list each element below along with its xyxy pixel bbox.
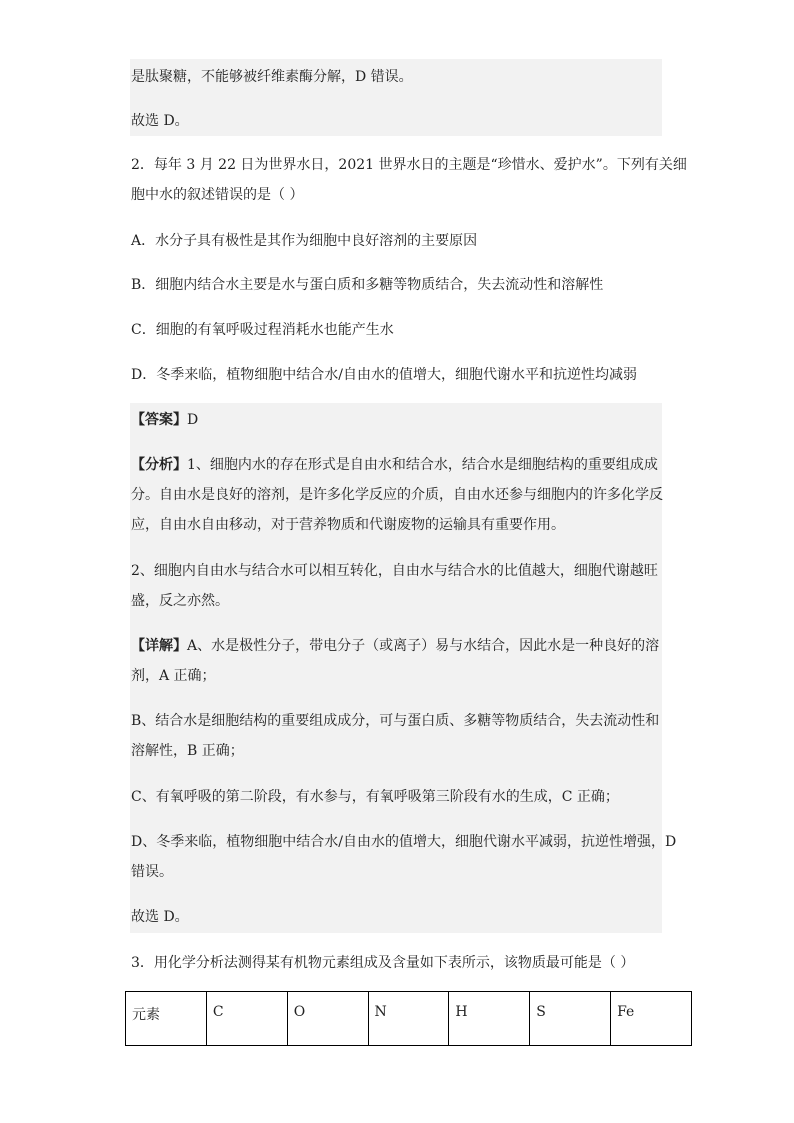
detail-text: A、水是极性分子，带电分子（或离子）易与水结合，因此水是一种良好的溶 <box>187 638 660 654</box>
q2-detail-d-line2: 错误。 <box>131 864 173 880</box>
element-table <box>125 991 692 1046</box>
table-cell: O <box>287 992 368 1046</box>
table-cell: 元素 <box>126 992 207 1046</box>
table-cell: N <box>368 992 449 1046</box>
q2-detail-d-line1: D、冬季来临，植物细胞中结合水/自由水的值增大，细胞代谢水平减弱，抗逆性增强，D <box>131 834 677 850</box>
table-cell: C <box>206 992 287 1046</box>
q2-analysis-p2-line2: 盛，反之亦然。 <box>131 593 229 609</box>
q2-stem-line1: 2．每年 3 月 22 日为世界水日，2021 世界水日的主题是“珍惜水、爱护水”。下列有关细 <box>131 157 687 173</box>
q1-conclusion: 故选 D。 <box>131 113 189 129</box>
analysis-text: 1、细胞内水的存在形式是自由水和结合水，结合水是细胞结构的重要组成成 <box>187 457 658 473</box>
q2-conclusion: 故选 D。 <box>131 909 189 925</box>
q2-option-b: B．细胞内结合水主要是水与蛋白质和多糖等物质结合，失去流动性和溶解性 <box>131 277 604 293</box>
q2-detail-a-line2: 剂，A 正确； <box>131 668 216 684</box>
table-cell: S <box>530 992 611 1046</box>
q2-detail-b-line1: B、结合水是细胞结构的重要组成成分，可与蛋白质、多糖等物质结合，失去流动性和 <box>131 713 660 729</box>
q2-analysis-line1 <box>131 455 658 475</box>
q3-stem: 3．用化学分析法测得某有机物元素组成及含量如下表所示，该物质最可能是（ ） <box>131 955 635 971</box>
q2-option-d: D．冬季来临，植物细胞中结合水/自由水的值增大，细胞代谢水平和抗逆性均减弱 <box>131 367 637 383</box>
q2-analysis-p2-line1: 2、细胞内自由水与结合水可以相互转化，自由水与结合水的比值越大，细胞代谢越旺 <box>131 563 658 579</box>
answer-value: D <box>187 412 199 428</box>
q2-option-a: A．水分子具有极性是其作为细胞中良好溶剂的主要原因 <box>131 233 478 249</box>
table-cell: Fe <box>611 992 692 1046</box>
q2-detail-b-line2: 溶解性，B 正确； <box>131 743 244 759</box>
q2-detail-a-line1 <box>131 636 659 656</box>
detail-label: 【详解】 <box>131 638 187 654</box>
q2-stem-line2: 胞中水的叙述错误的是（ ） <box>131 187 304 203</box>
q1-tail-line: 是肽聚糖，不能够被纤维素酶分解，D 错误。 <box>131 69 413 85</box>
q2-option-c: C．细胞的有氧呼吸过程消耗水也能产生水 <box>131 322 394 338</box>
table-cell: H <box>449 992 530 1046</box>
q2-analysis-line3: 应，自由水自由移动，对于营养物质和代谢废物的运输具有重要作用。 <box>131 517 565 533</box>
analysis-label: 【分析】 <box>131 457 187 473</box>
table-row <box>126 992 692 1046</box>
q2-answer <box>131 410 198 430</box>
q2-analysis-line2: 分。自由水是良好的溶剂，是许多化学反应的介质，自由水还参与细胞内的许多化学反 <box>131 487 663 503</box>
q2-detail-c: C、有氧呼吸的第二阶段，有水参与，有氧呼吸第三阶段有水的生成，C 正确； <box>131 789 619 805</box>
answer-label: 【答案】 <box>131 412 187 428</box>
